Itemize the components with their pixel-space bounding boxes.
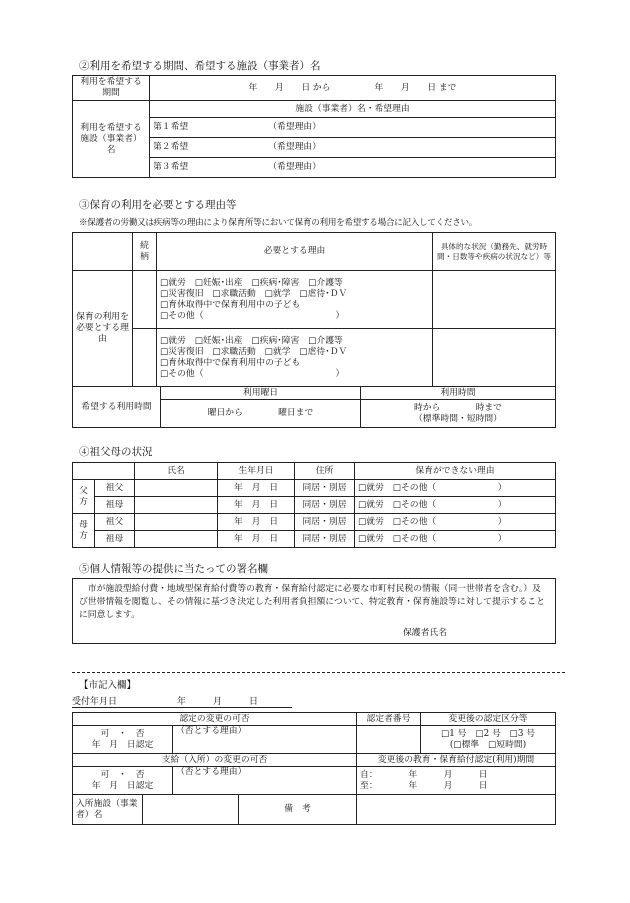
received-value: 年 月 日 — [177, 697, 259, 707]
address-cell[interactable]: 同居・別居 — [295, 497, 355, 514]
section3-note: ※保護者の労働又は疾病等の理由により保育所等において保育の利用を希望する場合に記入してください。 — [79, 218, 478, 228]
name-cell[interactable] — [135, 531, 218, 548]
cert-number-cell[interactable] — [357, 726, 421, 754]
check-line[interactable]: □その他（ ） — [160, 368, 345, 379]
yes-no: 可 ・ 否 — [100, 728, 145, 739]
office-table — [72, 712, 556, 825]
reason-header: 必要とする理由 — [157, 233, 433, 271]
period-label: 利用を希望する期間 — [73, 76, 150, 101]
reason-row-label: 保育の利用を必要とする理由 — [73, 271, 133, 387]
guardian-signature[interactable]: 保護者氏名 — [403, 628, 447, 638]
period-from: 自： 年 月 日 — [360, 769, 488, 780]
relation-label: 祖母 — [95, 531, 135, 548]
dob-cell[interactable]: 年 月 日 — [218, 480, 295, 497]
time-type-options[interactable]: (□標準 □短時間) — [449, 739, 527, 750]
reason-if-no[interactable]: （否とする理由） — [173, 767, 357, 795]
check-line[interactable]: □就労 □妊娠･出産 □疾病･障害 □介護等 — [160, 335, 343, 346]
cert-change-header: 認定の変更の可否 — [73, 713, 357, 726]
dob-header: 生年月日 — [218, 463, 295, 480]
period-after-header: 変更後の教育・保育給付認定(利用)期間 — [357, 754, 556, 767]
hours-header: 利用時間 — [361, 387, 556, 400]
section5-heading: ⑤個人情報等の提供に当たっての署名欄 — [79, 563, 268, 575]
reason-if-no[interactable]: （否とする理由） — [173, 726, 357, 754]
period-to: 至： 年 月 日 — [360, 780, 488, 791]
cert-date: 年 月 日認定 — [91, 780, 154, 791]
detail-cell-1[interactable] — [433, 271, 556, 329]
choice-2-label: 第２希望 — [153, 142, 189, 152]
facility-label: 利用を希望する施設（事業者）名 — [73, 101, 150, 178]
facility-label: 入所施設（事業者）名 — [73, 795, 143, 825]
choice-2[interactable] — [150, 138, 556, 158]
address-cell[interactable]: 同居・別居 — [295, 514, 355, 531]
dob-cell[interactable]: 年 月 日 — [218, 514, 295, 531]
remarks-label: 備 考 — [239, 795, 357, 825]
relation-header: 続柄 — [133, 233, 157, 271]
yes-no: 可 ・ 否 — [100, 769, 145, 780]
unable-reason-cell[interactable]: □就労 □その他（ ） — [355, 480, 556, 497]
father-side-label: 父方 — [73, 480, 95, 514]
time-label: 希望する利用時間 — [73, 387, 161, 428]
category-options[interactable]: □1 号 □2 号 □3 号 — [440, 728, 536, 739]
section3-heading: ③保育の利用を必要とする理由等 — [79, 199, 237, 211]
unable-reason-cell[interactable]: □就労 □その他（ ） — [355, 531, 556, 548]
detail-header: 具体的な状況（勤務先、就労時間・日数等や疾病の状況など）等 — [433, 233, 556, 271]
reason-checks-1[interactable] — [157, 271, 433, 329]
office-heading: 【市記入欄】 — [79, 680, 137, 691]
facility-cell[interactable] — [143, 795, 239, 825]
hours-value: 時から 時まで — [414, 402, 502, 413]
check-line[interactable]: □災害復旧 □求職活動 □就学 □虐待･ＤＶ — [160, 346, 348, 357]
remarks-cell[interactable] — [357, 795, 556, 825]
unable-reason-header: 保育ができない理由 — [355, 463, 556, 480]
admission-approval[interactable] — [73, 767, 173, 795]
dob-cell[interactable]: 年 月 日 — [218, 531, 295, 548]
unable-reason-cell[interactable]: □就労 □その他（ ） — [355, 497, 556, 514]
category-after-header: 変更後の認定区分等 — [421, 713, 556, 726]
admission-change-header: 支給（入所）の変更の可否 — [73, 754, 357, 767]
detail-cell-2[interactable] — [433, 329, 556, 387]
check-line[interactable]: □就労 □妊娠･出産 □疾病･障害 □介護等 — [160, 277, 343, 288]
cert-date: 年 月 日認定 — [91, 739, 154, 750]
time-table — [72, 386, 556, 428]
choice-2-reason: （希望理由） — [268, 142, 321, 152]
dob-cell[interactable]: 年 月 日 — [218, 497, 295, 514]
days-header: 利用曜日 — [161, 387, 361, 400]
name-cell[interactable] — [135, 480, 218, 497]
relation-cell-2[interactable] — [133, 329, 157, 387]
period-after-cell[interactable] — [357, 767, 556, 795]
consent-box — [72, 578, 556, 644]
category-cell[interactable] — [421, 726, 556, 754]
choice-1[interactable] — [150, 118, 556, 138]
cert-approval[interactable] — [73, 726, 173, 754]
days-value[interactable]: 曜日から 曜日まで — [161, 400, 361, 428]
reason-checks-2[interactable] — [157, 329, 433, 387]
section2-heading: ②利用を希望する期間、希望する施設（事業者）名 — [79, 60, 321, 72]
hours-cell[interactable] — [361, 400, 556, 428]
reason-table — [72, 232, 556, 387]
choice-3[interactable] — [150, 158, 556, 178]
hours-type: （標準時間・短時間） — [414, 413, 502, 424]
relation-label: 祖父 — [95, 514, 135, 531]
relation-label: 祖父 — [95, 480, 135, 497]
relation-cell-1[interactable] — [133, 271, 157, 329]
name-header: 氏名 — [135, 463, 218, 480]
unable-reason-cell[interactable]: □就労 □その他（ ） — [355, 514, 556, 531]
check-line[interactable]: □その他（ ） — [160, 310, 345, 321]
choice-1-reason: （希望理由） — [268, 122, 321, 132]
choice-3-label: 第３希望 — [153, 162, 189, 172]
cert-number-header: 認定者番号 — [357, 713, 421, 726]
name-cell[interactable] — [135, 497, 218, 514]
name-cell[interactable] — [135, 514, 218, 531]
period-value[interactable]: 年 月 日 から 年 月 日 まで — [150, 76, 556, 101]
address-header: 住所 — [295, 463, 355, 480]
facility-header: 施設（事業者）名・希望理由 — [150, 101, 556, 118]
facility-request-table — [72, 75, 556, 178]
cut-line — [72, 672, 565, 673]
address-cell[interactable]: 同居・別居 — [295, 480, 355, 497]
check-line[interactable]: □災害復旧 □求職活動 □就学 □虐待･ＤＶ — [160, 288, 348, 299]
consent-text: 市が施設型給付費・地域型保育給付費等の教育・保育給付認定に必要な市町村民税の情報（同一世帯者を含む。）及び世帯情報を閲覧し、その情報に基づき決定した利用者負担額について、特定教育・保育施設等に対して提示することに同意します。 — [79, 584, 545, 620]
choice-3-reason: （希望理由） — [268, 162, 321, 172]
check-line[interactable]: □育休取得中で保育利用中の子ども — [160, 357, 301, 368]
check-line[interactable]: □育休取得中で保育利用中の子ども — [160, 299, 301, 310]
section4-heading: ④祖父母の状況 — [79, 446, 153, 458]
grandparents-table — [72, 462, 556, 548]
mother-side-label: 母方 — [73, 514, 95, 548]
address-cell[interactable]: 同居・別居 — [295, 531, 355, 548]
relation-label: 祖母 — [95, 497, 135, 514]
received-label: 受付年月日 — [72, 697, 118, 707]
choice-1-label: 第１希望 — [153, 122, 189, 132]
received-date[interactable] — [72, 694, 292, 708]
